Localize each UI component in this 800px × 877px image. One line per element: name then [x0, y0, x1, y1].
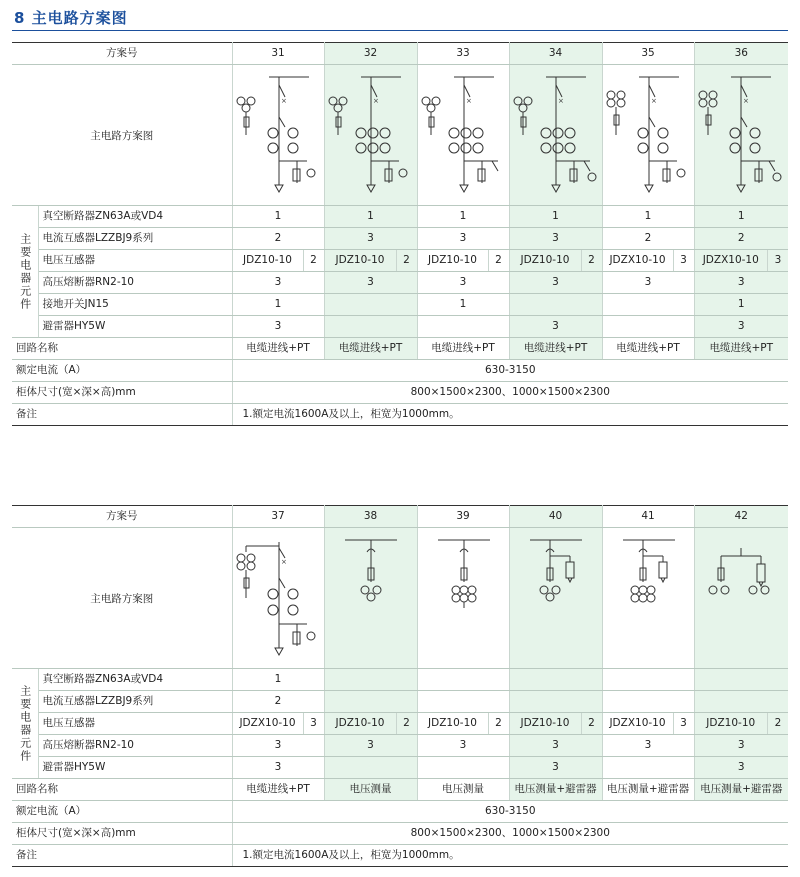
pt-model: JDZ10-10	[325, 250, 397, 271]
component-qty: 3	[694, 316, 788, 338]
component-qty: 3	[509, 228, 602, 250]
component-name: 高压熔断器RN2-10	[38, 272, 232, 294]
pt-cell	[509, 250, 602, 272]
svg-text:×: ×	[280, 558, 287, 566]
component-qty	[417, 691, 509, 713]
circuit-diagram-33	[417, 65, 509, 206]
circuit-name: 电压测量+避雷器	[602, 779, 694, 801]
pt-qty: 3	[310, 717, 317, 729]
scheme-number: 36	[694, 43, 788, 65]
component-qty	[694, 691, 788, 713]
circuit-name-label: 回路名称	[12, 779, 232, 801]
circuit-diagram-svg	[233, 528, 325, 668]
circuit-diagram-39	[417, 528, 509, 669]
cabinet-size-label: 柜体尺寸(宽×深×高)mm	[12, 382, 232, 404]
component-name: 真空断路器ZN63A或VD4	[38, 206, 232, 228]
remark-label: 备注	[12, 404, 232, 426]
component-qty: 1	[509, 206, 602, 228]
circuit-name: 电压测量+避雷器	[694, 779, 788, 801]
component-qty: 3	[232, 757, 324, 779]
rated-current-row	[12, 801, 788, 823]
circuit-diagram-svg	[510, 65, 602, 205]
pt-qty: 2	[310, 254, 317, 266]
pt-model: JDZ10-10	[233, 250, 304, 271]
component-name: 接地开关JN15	[38, 294, 232, 316]
pt-cell	[694, 713, 788, 735]
component-qty: 3	[509, 757, 602, 779]
circuit-name: 电缆进线+PT	[602, 338, 694, 360]
component-name: 避雷器HY5W	[38, 316, 232, 338]
component-qty: 1	[602, 206, 694, 228]
component-row	[12, 713, 788, 735]
pt-model: JDZ10-10	[510, 713, 582, 734]
component-qty: 3	[694, 272, 788, 294]
pt-cell	[232, 250, 324, 272]
component-qty	[602, 691, 694, 713]
rated-current-label: 额定电流（A）	[12, 801, 232, 823]
component-qty	[417, 669, 509, 691]
component-qty: 3	[509, 272, 602, 294]
pt-model: JDZ10-10	[418, 250, 489, 271]
circuit-name: 电缆进线+PT	[232, 779, 324, 801]
scheme-number: 39	[417, 506, 509, 528]
circuit-diagram-37	[232, 528, 324, 669]
component-qty: 3	[232, 272, 324, 294]
circuit-diagram-41	[602, 528, 694, 669]
component-qty	[324, 691, 417, 713]
circuit-name: 电压测量	[324, 779, 417, 801]
scheme-number-row	[12, 506, 788, 528]
circuit-name: 电缆进线+PT	[509, 338, 602, 360]
component-qty: 3	[232, 316, 324, 338]
circuit-name: 电缆进线+PT	[694, 338, 788, 360]
circuit-diagram-svg	[603, 65, 695, 205]
pt-qty: 3	[774, 254, 782, 266]
circuit-name-row	[12, 338, 788, 360]
component-qty: 2	[694, 228, 788, 250]
component-qty: 3	[324, 228, 417, 250]
component-qty: 2	[232, 228, 324, 250]
pt-cell	[602, 713, 694, 735]
component-qty	[602, 669, 694, 691]
pt-qty: 2	[495, 254, 502, 266]
component-row	[12, 669, 788, 691]
scheme-number: 32	[324, 43, 417, 65]
pt-cell	[509, 713, 602, 735]
pt-qty: 2	[588, 254, 595, 266]
circuit-diagram-svg	[510, 528, 602, 668]
component-qty: 3	[232, 735, 324, 757]
cabinet-size-row	[12, 382, 788, 404]
scheme-number: 40	[509, 506, 602, 528]
component-qty	[417, 757, 509, 779]
component-name: 高压熔断器RN2-10	[38, 735, 232, 757]
component-row	[12, 228, 788, 250]
component-name: 电压互感器	[38, 250, 232, 272]
component-qty: 1	[417, 206, 509, 228]
pt-cell	[232, 713, 324, 735]
pt-cell	[324, 250, 417, 272]
scheme-number-row	[12, 43, 788, 65]
circuit-name: 电压测量	[417, 779, 509, 801]
component-name: 电流互感器LZZBJ9系列	[38, 228, 232, 250]
scheme-number: 31	[232, 43, 324, 65]
component-row	[12, 272, 788, 294]
diagram-label: 主电路方案图	[12, 65, 232, 206]
circuit-name-row	[12, 779, 788, 801]
pt-model: JDZ10-10	[510, 250, 582, 271]
pt-qty: 2	[403, 717, 410, 729]
svg-text:×: ×	[465, 97, 472, 105]
component-name: 电流互感器LZZBJ9系列	[38, 691, 232, 713]
circuit-diagram-31	[232, 65, 324, 206]
scheme-number: 37	[232, 506, 324, 528]
component-qty: 3	[509, 735, 602, 757]
component-qty	[694, 669, 788, 691]
component-qty	[509, 294, 602, 316]
component-row	[12, 206, 788, 228]
svg-text:×: ×	[372, 97, 379, 105]
component-qty: 1	[694, 206, 788, 228]
component-qty	[324, 669, 417, 691]
component-qty: 3	[417, 228, 509, 250]
heading-rule	[12, 30, 788, 31]
component-qty	[509, 669, 602, 691]
cabinet-size-value: 800×1500×2300、1000×1500×2300	[232, 823, 788, 845]
pt-cell	[324, 713, 417, 735]
component-qty: 1	[232, 669, 324, 691]
pt-cell	[694, 250, 788, 272]
scheme-table-1	[12, 42, 788, 426]
pt-qty: 3	[680, 717, 687, 729]
circuit-name: 电缆进线+PT	[324, 338, 417, 360]
diagram-row	[12, 65, 788, 206]
pt-qty: 2	[774, 717, 782, 729]
component-row	[12, 294, 788, 316]
pt-model: JDZX10-10	[603, 250, 674, 271]
circuit-name: 电缆进线+PT	[417, 338, 509, 360]
component-name: 真空断路器ZN63A或VD4	[38, 669, 232, 691]
circuit-diagram-34	[509, 65, 602, 206]
circuit-name-label: 回路名称	[12, 338, 232, 360]
component-row	[12, 250, 788, 272]
circuit-diagram-svg	[233, 65, 325, 205]
cabinet-size-label: 柜体尺寸(宽×深×高)mm	[12, 823, 232, 845]
remark-value: 1.额定电流1600A及以上，柜宽为1000mm。	[232, 404, 788, 426]
component-name: 电压互感器	[38, 713, 232, 735]
scheme-number: 42	[694, 506, 788, 528]
pt-model: JDZX10-10	[233, 713, 304, 734]
component-qty: 3	[694, 757, 788, 779]
component-group-label: 主要电器元件	[12, 206, 38, 338]
remark-row	[12, 404, 788, 426]
circuit-name: 电压测量+避雷器	[509, 779, 602, 801]
circuit-name: 电缆进线+PT	[232, 338, 324, 360]
component-qty: 3	[602, 735, 694, 757]
scheme-number: 34	[509, 43, 602, 65]
component-qty: 1	[694, 294, 788, 316]
circuit-diagram-36	[694, 65, 788, 206]
pt-model: JDZX10-10	[695, 250, 769, 271]
circuit-diagram-42	[694, 528, 788, 669]
pt-cell	[417, 250, 509, 272]
pt-model: JDZ10-10	[325, 713, 397, 734]
svg-text:×: ×	[280, 97, 287, 105]
component-qty: 3	[694, 735, 788, 757]
component-qty: 1	[232, 206, 324, 228]
component-qty: 1	[232, 294, 324, 316]
cabinet-size-row	[12, 823, 788, 845]
circuit-diagram-svg	[603, 528, 695, 668]
cabinet-size-value: 800×1500×2300、1000×1500×2300	[232, 382, 788, 404]
svg-text:×: ×	[557, 97, 564, 105]
component-qty	[602, 316, 694, 338]
component-qty: 2	[602, 228, 694, 250]
remark-value: 1.额定电流1600A及以上，柜宽为1000mm。	[232, 845, 788, 867]
component-qty: 3	[324, 272, 417, 294]
component-qty: 3	[417, 272, 509, 294]
scheme-table-2	[12, 505, 788, 867]
pt-cell	[417, 713, 509, 735]
diagram-label: 主电路方案图	[12, 528, 232, 669]
pt-model: JDZX10-10	[603, 713, 674, 734]
scheme-number-label: 方案号	[12, 506, 232, 528]
component-row	[12, 691, 788, 713]
component-qty: 3	[417, 735, 509, 757]
component-name: 避雷器HY5W	[38, 757, 232, 779]
pt-qty: 3	[680, 254, 687, 266]
pt-cell	[602, 250, 694, 272]
circuit-diagram-svg	[418, 528, 510, 668]
component-qty	[324, 294, 417, 316]
circuit-diagram-svg	[325, 65, 417, 205]
component-qty: 1	[324, 206, 417, 228]
pt-model: JDZ10-10	[695, 713, 769, 734]
component-row	[12, 735, 788, 757]
circuit-diagram-svg	[418, 65, 510, 205]
rated-current-label: 额定电流（A）	[12, 360, 232, 382]
circuit-diagram-35	[602, 65, 694, 206]
component-qty	[417, 316, 509, 338]
rated-current-value: 630-3150	[232, 360, 788, 382]
circuit-diagram-40	[509, 528, 602, 669]
component-row	[12, 316, 788, 338]
circuit-diagram-svg	[695, 65, 787, 205]
component-row	[12, 757, 788, 779]
pt-model: JDZ10-10	[418, 713, 489, 734]
circuit-diagram-svg	[325, 528, 417, 668]
component-qty: 1	[417, 294, 509, 316]
component-qty: 3	[509, 316, 602, 338]
component-qty	[324, 316, 417, 338]
rated-current-value: 630-3150	[232, 801, 788, 823]
remark-label: 备注	[12, 845, 232, 867]
rated-current-row	[12, 360, 788, 382]
svg-text:×: ×	[742, 97, 749, 105]
svg-text:×: ×	[650, 97, 657, 105]
component-qty	[509, 691, 602, 713]
scheme-number: 33	[417, 43, 509, 65]
remark-row	[12, 845, 788, 867]
scheme-number: 35	[602, 43, 694, 65]
scheme-number: 38	[324, 506, 417, 528]
component-qty: 2	[232, 691, 324, 713]
component-qty: 3	[602, 272, 694, 294]
component-qty	[602, 757, 694, 779]
page-heading: 8 主电路方案图	[14, 9, 128, 27]
pt-qty: 2	[495, 717, 502, 729]
scheme-number: 41	[602, 506, 694, 528]
scheme-number-label: 方案号	[12, 43, 232, 65]
pt-qty: 2	[588, 717, 595, 729]
circuit-diagram-svg	[695, 528, 787, 668]
diagram-row	[12, 528, 788, 669]
component-group-label: 主要电器元件	[12, 669, 38, 779]
component-qty: 3	[324, 735, 417, 757]
circuit-diagram-32	[324, 65, 417, 206]
circuit-diagram-38	[324, 528, 417, 669]
component-qty	[602, 294, 694, 316]
pt-qty: 2	[403, 254, 410, 266]
component-qty	[324, 757, 417, 779]
